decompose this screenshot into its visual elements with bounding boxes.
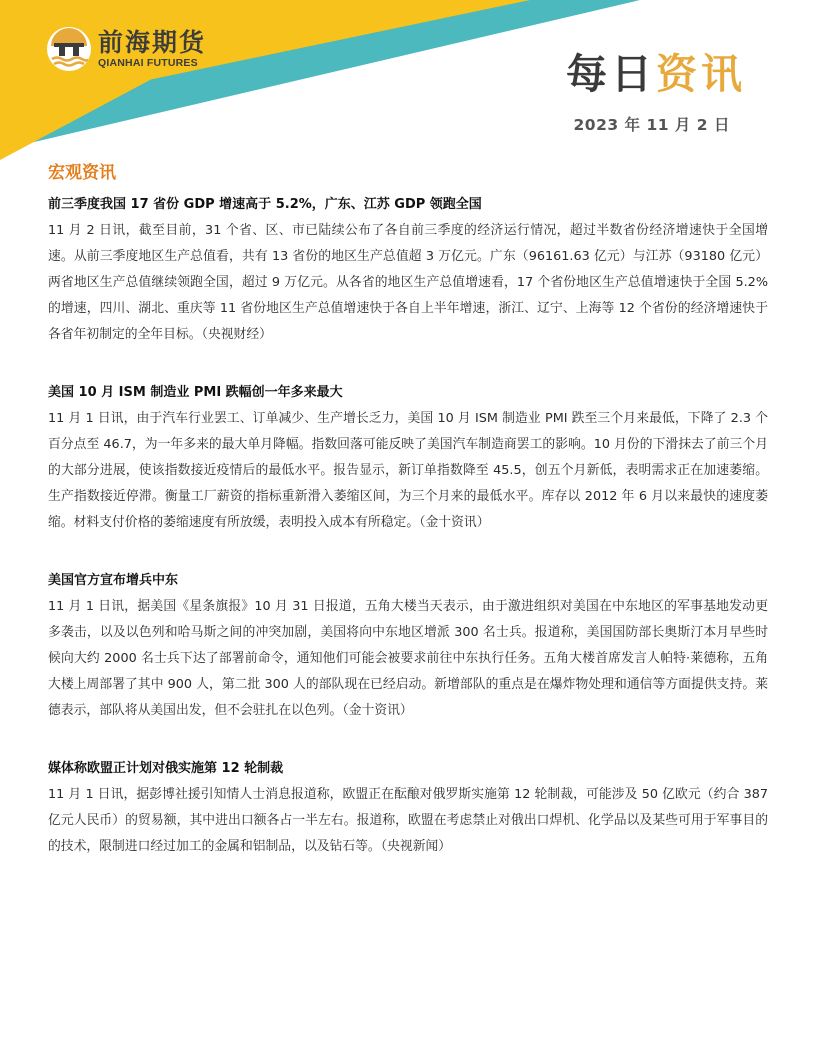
article-title: 美国 10 月 ISM 制造业 PMI 跌幅创一年多来最大 xyxy=(48,385,343,400)
logo-chinese-name: 前海期货 xyxy=(98,28,207,57)
company-logo xyxy=(46,26,206,72)
page-title xyxy=(566,46,746,102)
article-title: 前三季度我国 17 省份 GDP 增速高于 5.2%，广东、江苏 GDP 领跑全国 xyxy=(48,197,482,212)
article-body: 11 月 2 日讯，截至目前，31 个省、区、市已陆续公布了各自前三季度的经济运行情况，超过半数省份经济增速快于全国增速。从前三季度地区生产总值看，共有 13 省份的地区生产总值超 3 万亿元。广东（96161.63 亿元）与江苏（93180 亿元）两省地区生产总值继续领跑全国，超过 9 万亿元。从各省的地区生产总值增速看，17 个省份地区生产总值增速快于全国 5.2%的增速，四川、湖北、重庆等 11 省份地区生产总值增速快于各自上半年增速，浙江、辽宁、上海等 12 个省份的经济增速快于各省年初制定的全年目标。（央视财经） xyxy=(48,223,768,342)
news-article xyxy=(48,194,768,348)
article-body: 11 月 1 日讯，由于汽车行业罢工、订单减少、生产增长乏力，美国 10 月 ISM 制造业 PMI 跌至三个月来最低，下降了 2.3 个百分点至 46.7，为一年多来的最大单月降幅。指数回落可能反映了美国汽车制造商罢工的影响。10 月份的下滑抹去了前三个月的大部分进展，使该指数接近疫情后的最低水平。报告显示，新订单指数降至 45.5，创五个月新低，表明需求正在加速萎缩。生产指数接近停滞。衡量工厂薪资的指标重新滑入萎缩区间，为三个月来的最低水平。库存以 2012 年 6 月以来最快的速度萎缩。材料支付价格的萎缩速度有所放缓，表明投入成本有所稳定。（金十资讯） xyxy=(48,411,768,530)
news-article xyxy=(48,382,768,536)
article-title: 媒体称欧盟正计划对俄实施第 12 轮制裁 xyxy=(48,761,284,776)
report-date: 2023 年 11 月 2 日 xyxy=(573,116,730,134)
logo-english-name: QIANHAI FUTURES xyxy=(98,57,198,69)
page-title-part2: 资讯 xyxy=(656,50,746,98)
qianhai-logo-icon xyxy=(46,26,92,72)
news-content xyxy=(48,194,768,860)
article-body: 11 月 1 日讯，据美国《星条旗报》10 月 31 日报道，五角大楼当天表示，由于激进组织对美国在中东地区的军事基地发动更多袭击，以及以色列和哈马斯之间的冲突加剧，美国将向中东地区增派 300 名士兵。报道称，美国国防部长奥斯汀本月早些时候向大约 2000 名士兵下达了部署前命令，通知他们可能会被要求前往中东执行任务。五角大楼首席发言人帕特·莱德称，五角大楼上周部署了其中 900 人，第二批 300 人的部队现在已经启动。新增部队的重点是在爆炸物处理和通信等方面提供支持。莱德表示，部队将从美国出发，但不会驻扎在以色列。（金十资讯） xyxy=(48,599,768,718)
article-body: 11 月 1 日讯，据彭博社援引知情人士消息报道称，欧盟正在酝酿对俄罗斯实施第 12 轮制裁，可能涉及 50 亿欧元（约合 387 亿元人民币）的贸易额，其中进出口额各占一半左右。报道称，欧盟在考虑禁止对俄出口焊机、化学品以及某些可用于军事目的的技术，限制进口经过加工的金属和铝制品，以及钻石等。（央视新闻） xyxy=(48,787,768,854)
section-heading: 宏观资讯 xyxy=(48,163,116,183)
news-article xyxy=(48,570,768,724)
article-title: 美国官方宣布增兵中东 xyxy=(48,573,179,588)
page-title-part1: 每日 xyxy=(566,50,656,98)
news-article xyxy=(48,758,768,860)
